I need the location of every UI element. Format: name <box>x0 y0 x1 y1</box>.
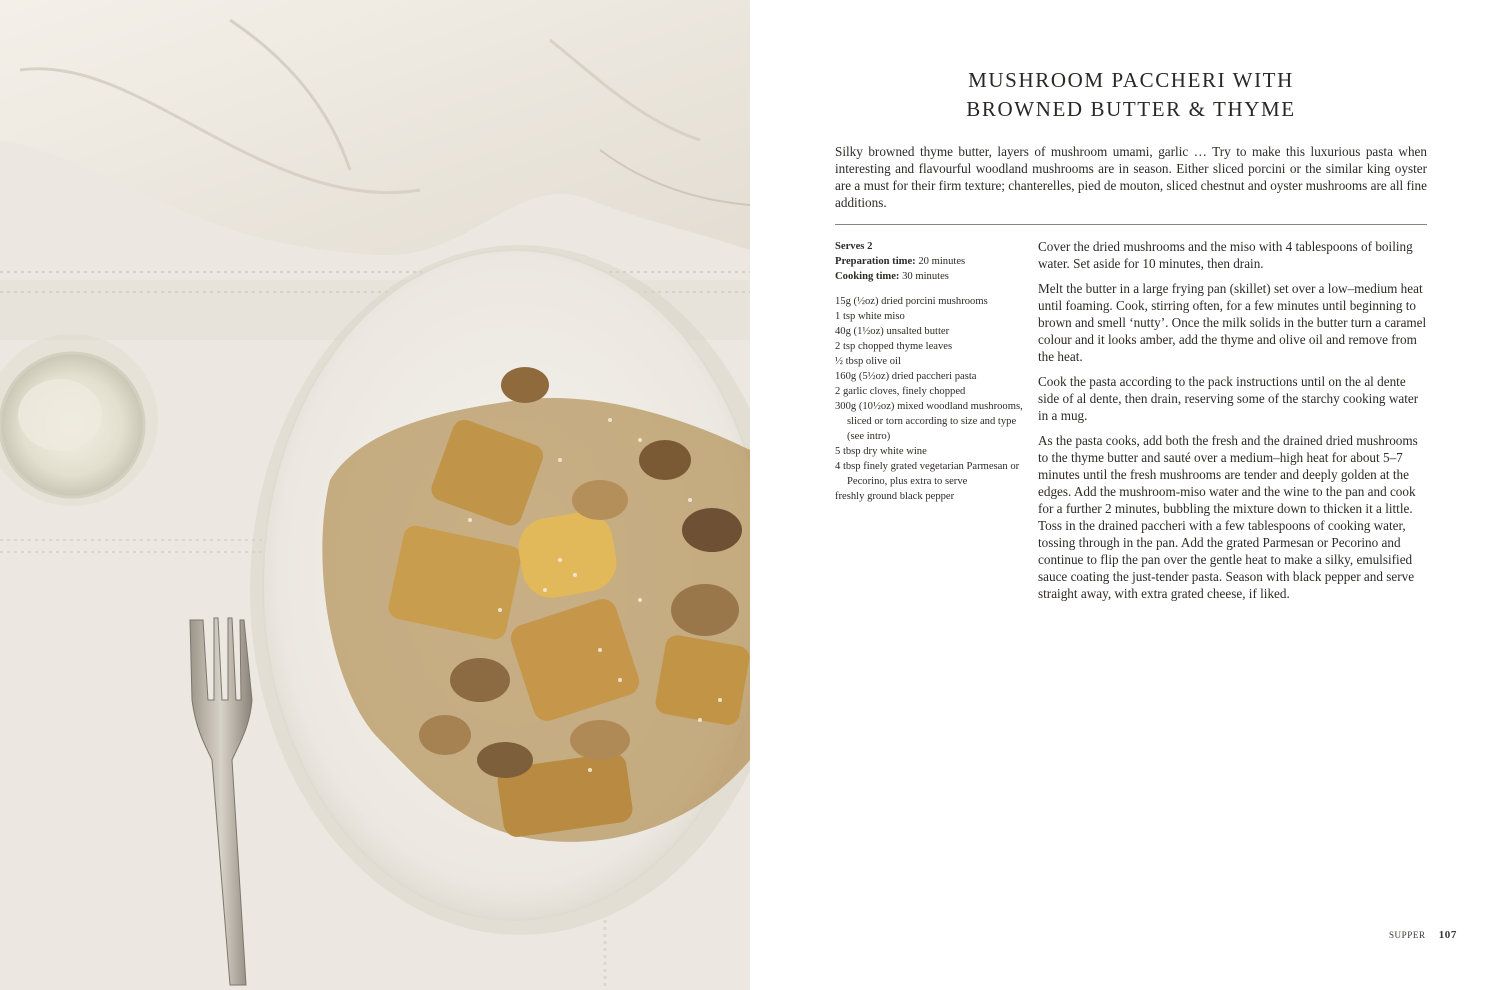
ingredient-item: 40g (1½oz) unsalted butter <box>835 326 950 337</box>
ingredient-item: 5 tbsp dry white wine <box>835 446 927 457</box>
ingredient-item: 4 tbsp finely grated vegetarian Parmesan or Pecorino, plus extra to serve <box>835 461 1020 487</box>
serves: Serves 2 <box>835 241 873 252</box>
ingredient-item: 2 tsp chopped thyme leaves <box>835 341 953 352</box>
method-step: Cook the pasta according to the pack instructions until on the al dente side of al dente, then drain, reserving some of the starchy cooking water in a mug. <box>1038 374 1419 423</box>
cook-time-label: Cooking time: <box>835 271 900 282</box>
method-step: Melt the butter in a large frying pan (skillet) set over a low–medium heat until foaming. Cook, stirring often, for a few minutes until beginning to brown and smell ‘nutty’. Once the milk solids in the butter turn a caramel colour and it looks amber, add the thyme and olive oil and remove from the heat. <box>1038 281 1427 364</box>
recipe-title-line-1: MUSHROOM PACCHERI WITH <box>968 68 1294 92</box>
ingredient-item: 160g (5½oz) dried paccheri pasta <box>835 371 977 382</box>
recipe-title <box>835 66 1427 124</box>
recipe-intro: Silky browned thyme butter, layers of mushroom umami, garlic … Try to make this luxurious pasta when interesting and flavourful woodland mushrooms are in season. Either sliced porcini or the similar king oyster are a must for their firm texture; chanterelles, pied de mouton, sliced chestnut and oyster mushrooms are all fine additions. <box>835 144 1427 210</box>
ingredient-item: 1 tsp white miso <box>835 311 905 322</box>
prep-time-label: Preparation time: <box>835 256 916 267</box>
method-steps <box>1038 238 1427 610</box>
method-step: As the pasta cooks, add both the fresh and the drained dried mushrooms to the thyme butter and sauté over a medium–high heat for about 5–7 minutes until the fresh mushrooms are tender and deeply golden at the edges. Add the mushroom-miso water and the wine to the pan and cook for a further 2 minutes, bubbling the mixture down to thicken it a little. Toss in the drained paccheri with a few tablespoons of cooking water, tossing through in the pan. Add the grated Parmesan or Pecorino and continue to flip the pan over the gentle heat to make a silky, emulsified sauce coating the just-tender pasta. Season with black pepper and serve straight away, with extra grated cheese, if liked. <box>1038 433 1418 601</box>
prep-time-value: 20 minutes <box>918 256 966 267</box>
page-number: 107 <box>1438 929 1457 941</box>
cook-time-value: 30 minutes <box>902 271 949 282</box>
ingredient-item: 15g (½oz) dried porcini mushrooms <box>835 296 988 307</box>
method-step: Cover the dried mushrooms and the miso with 4 tablespoons of boiling water. Set aside for 10 minutes, then drain. <box>1038 239 1413 271</box>
ingredient-item: freshly ground black pepper <box>835 491 955 502</box>
ingredient-item: 300g (10½oz) mixed woodland mushrooms, sliced or torn according to size and type (see intro) <box>835 401 1023 442</box>
ingredients-list <box>835 294 1025 504</box>
section-divider <box>835 224 1427 225</box>
page-footer <box>1389 929 1457 941</box>
recipe-meta <box>835 239 1025 284</box>
ingredient-item: ½ tbsp olive oil <box>835 356 901 367</box>
ingredient-item: 2 garlic cloves, finely chopped <box>835 386 966 397</box>
recipe-page <box>750 0 1500 990</box>
recipe-title-line-2: BROWNED BUTTER & THYME <box>966 97 1296 121</box>
section-name: SUPPER <box>1388 930 1426 940</box>
